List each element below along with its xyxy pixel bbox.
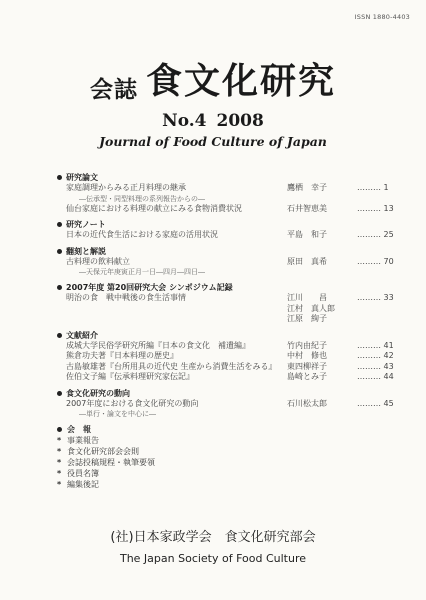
toc-section [57, 219, 397, 241]
bulletin-item-text: 会誌投稿規程・執筆要領 [67, 458, 155, 467]
section-heading-text: 研究ノート [66, 220, 106, 229]
entry-subtitle: ―単行・論文を中心に― [79, 410, 156, 418]
asterisk-icon: * [57, 469, 62, 478]
section-heading [57, 330, 397, 341]
publisher-name-english: The Japan Society of Food Culture [119, 552, 307, 565]
entry-author: 東四柳祥子 [287, 361, 327, 371]
table-of-contents [57, 172, 397, 495]
asterisk-icon: * [57, 436, 62, 445]
toc-section-bulletin [57, 424, 397, 490]
entry-title: 古島敏雄著『台所用具の近代史 生産から消費生活をみる』 [66, 361, 277, 371]
bulletin-item [57, 479, 397, 490]
toc-entry [57, 362, 397, 373]
toc-entry [57, 399, 397, 410]
entry-subtitle: ―天保元年庚寅正月一日―四月―四日― [79, 268, 205, 276]
entry-author: 原田 真希 [287, 256, 327, 266]
entry-author: 石川松太郎 [287, 398, 327, 408]
bullet-icon [57, 285, 62, 290]
bulletin-item-text: 役員名簿 [67, 469, 99, 478]
entry-title: 佐伯文子編『伝承料理研究家伝記』 [66, 372, 194, 381]
toc-entry [57, 314, 397, 325]
toc-entry [57, 183, 397, 194]
entry-author: 鷹栖 幸子 [287, 183, 327, 192]
entry-page: ……… 44 [357, 372, 394, 381]
entry-page: ……… 13 [357, 203, 394, 213]
asterisk-icon: * [57, 447, 62, 456]
bullet-icon [57, 391, 62, 396]
section-heading-text: 2007年度 第20回研究大会 シンポジウム記録 [66, 283, 233, 292]
toc-section [57, 330, 397, 383]
issn-number: ISSN 1880-4403 [354, 13, 410, 21]
bulletin-item [57, 435, 397, 446]
journal-title [0, 53, 426, 104]
journal-title-prefix: 会誌 [89, 77, 138, 103]
bullet-icon [57, 249, 62, 254]
toc-entry [57, 204, 397, 215]
bulletin-item [57, 457, 397, 468]
toc-section [57, 172, 397, 214]
toc-entry [57, 351, 397, 362]
bullet-icon [57, 427, 62, 432]
entry-title: 仙台家庭における料理の献立にみる食物消費状況 [66, 203, 242, 213]
bulletin-item [57, 468, 397, 479]
entry-page: ……… 42 [357, 351, 394, 360]
section-heading [57, 246, 397, 257]
section-heading [57, 219, 397, 230]
entry-title: 家庭調理からみる正月料理の継承 [66, 183, 186, 192]
entry-title: 2007年度における食文化研究の動向 [66, 398, 199, 408]
bulletin-item [57, 446, 397, 457]
toc-section [57, 282, 397, 325]
entry-author: 江原 絢子 [287, 314, 327, 323]
entry-title: 熊倉功夫著『日本料理の歴史』 [66, 351, 178, 360]
toc-entry [57, 341, 397, 352]
issue-year: 2008 [216, 111, 264, 131]
bulletin-heading-text: 会 報 [67, 425, 91, 434]
entry-author: 石井智恵美 [287, 203, 327, 213]
toc-entry [57, 304, 397, 315]
publisher-name: (社)日本家政学会 食文化研究部会 [110, 530, 316, 545]
section-heading-text: 翻刻と解説 [66, 246, 106, 256]
entry-page: ……… 45 [357, 398, 394, 408]
entry-author: 中村 修也 [287, 351, 327, 360]
issue-line [0, 111, 426, 131]
bulletin-item-text: 食文化研究部会会則 [67, 447, 139, 456]
entry-page: ……… 1 [357, 183, 389, 192]
entry-title: 古料理の飲料献立 [66, 256, 130, 266]
entry-title: 成城大学民俗学研究所編『日本の食文化 補遺編』 [66, 340, 250, 350]
toc-entry [57, 293, 397, 304]
journal-subtitle: Journal of Food Culture of Japan [99, 134, 327, 149]
entry-subtitle: ―伝承型・同型料理の系列報告からの― [79, 194, 205, 203]
bullet-icon [57, 175, 62, 180]
entry-page: ……… 33 [357, 293, 394, 302]
bullet-icon [57, 333, 62, 338]
bulletin-heading [57, 424, 397, 435]
entry-page: ……… 25 [357, 230, 394, 239]
bulletin-item-text: 編集後記 [67, 480, 99, 489]
asterisk-icon: * [57, 480, 62, 489]
bulletin-item-text: 事業報告 [67, 436, 99, 445]
toc-entry [57, 230, 397, 241]
entry-author: 島崎とみ子 [287, 372, 327, 381]
section-heading-text: 食文化研究の動向 [66, 388, 130, 398]
entry-title: 明治の食 戦中戦後の食生活事情 [66, 293, 186, 302]
bullet-icon [57, 222, 62, 227]
section-heading [57, 172, 397, 183]
asterisk-icon: * [57, 458, 62, 467]
toc-section [57, 388, 397, 420]
journal-title-main: 食文化研究 [145, 61, 336, 102]
toc-entry [57, 257, 397, 268]
toc-entry [57, 372, 397, 383]
entry-author: 平島 和子 [287, 230, 327, 239]
section-heading [57, 388, 397, 399]
section-heading-text: 文献紹介 [66, 330, 98, 340]
issue-number: No.4 [162, 111, 207, 131]
toc-section [57, 246, 397, 278]
entry-author: 竹内由紀子 [287, 340, 327, 350]
entry-author: 江川 昌 [287, 293, 327, 302]
entry-page: ……… 41 [357, 340, 394, 350]
entry-page: ……… 43 [357, 361, 394, 371]
entry-author: 江村 真人郎 [287, 303, 335, 313]
entry-page: ……… 70 [357, 256, 394, 266]
section-heading-text: 研究論文 [66, 173, 98, 182]
section-heading [57, 282, 397, 293]
entry-title: 日本の近代食生活における家庭の活用状況 [66, 230, 218, 239]
